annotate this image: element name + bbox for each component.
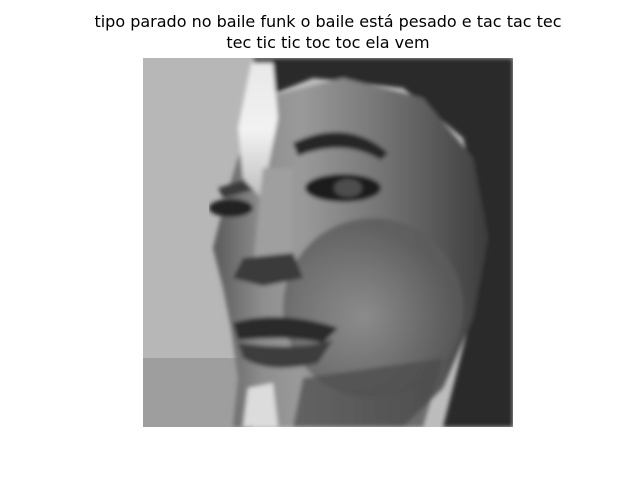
face — [209, 58, 513, 427]
figure-title — [0, 11, 640, 53]
title-line-1: tipo parado no baile funk o baile está pesado e tac tac tec — [94, 12, 562, 31]
left-eye — [209, 199, 253, 217]
face-image — [143, 58, 513, 427]
title-line-2: tec tic tic toc toc ela vem — [226, 33, 430, 52]
face-image-svg — [143, 58, 513, 427]
right-eye-iris — [334, 179, 362, 197]
chin-highlight — [243, 383, 278, 427]
